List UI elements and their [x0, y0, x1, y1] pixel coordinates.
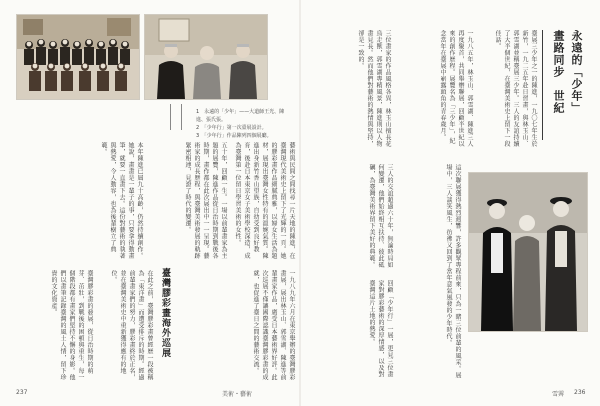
left-page-number: 237: [16, 389, 28, 396]
elders-seated-image: [145, 15, 267, 99]
article-title-line2: 畫路同步 世紀: [552, 30, 565, 114]
left-body-column-3: 本年陳進已屆九十高齡，仍然持續創作。她說，畫畫是一輩子的事，只要拿得動畫筆，就要一直畫下去。這份對藝術的執著與熱愛，令人動容，也為後輩樹立了典範。: [100, 142, 143, 259]
title-accent-bar: [542, 30, 543, 140]
right-body-column-4: 三人的交誼超過六十年，無論時局如何變遷，他們始終相互扶持、彼此砥礪，為臺灣美術界留下美好的典範。: [368, 164, 393, 268]
caption-ornament: [170, 104, 182, 130]
intro-paragraph: 臺展三少年之一的陳進，一九〇七年生於新竹，一九二五年赴日習畫，與林玉山、郭雪湖並稱臺展三少年。三人的友誼持續了大半個世紀，在臺灣美術史上留下一段佳話。: [494, 30, 537, 147]
left-body-column-1: 藝術與民間之間找尋一片天地的陳進，在臺灣現代美術史上留下了光輝的一頁。她的膠彩畫作品細膩典雅，以婦女生活為題材，展現出臺灣女性特有的溫婉氣質。陳進出身新竹香山望族，自幼受到良好教育，後赴日本東京女子美術學校深造，成為臺灣第一位留日學習美術的女性。: [234, 142, 295, 259]
left-body-column-4: 一九八九年六月在東京舉辦的臺灣膠彩畫展，展出林玉山、郭雪湖、陳進等前輩畫家作品，廣受日本藝術界好評。此次巡展不僅讓國際認識臺灣膠彩畫的成就，也促進了臺日之間的藝術交流。: [252, 270, 295, 381]
left-body-column-6: 臺灣膠彩畫的發展，從日治時期的萌芽、茁壯，到戰後的困頓與重生，每一個階段都有畫家們堅持不懈的身影。他們以畫筆記錄臺灣的風土人情，留下珍貴的文化資產。: [50, 270, 93, 381]
photo-captions: [196, 108, 292, 140]
elders-standing-photo: [468, 172, 588, 332]
left-footer-section: 美術・藝術: [222, 391, 253, 398]
right-body-column-1: 一九八五年，林玉山、郭雪湖、陳進三人再度聚首，共同舉辦聯展，回顧半世紀以來的創作歷程。展覽名為「三少年」，紀念當年在臺展中嶄露頭角的青春歲月。: [439, 30, 473, 147]
group-photo-image: [17, 15, 139, 99]
right-footer-label: 雪霽: [552, 391, 565, 398]
left-body-column-5: 在此之前，臺灣膠彩畫曾經歷一段被稱為「東洋畫」而遭受排斥的時期。經過前輩畫家們的努力，膠彩畫終於正名，並在臺灣美術史中重新獲得應有的地位。: [110, 270, 153, 381]
right-body-column-2: 三位畫家的作品風格各異，林玉山擅長花鳥走獸，郭雪湖專精風景，陳進則以人物畫見長。然而他們對藝術的熱情與堅持，卻是一致的。: [357, 30, 391, 147]
right-body-column-3: 這次聯展獲得熱烈迴響，許多觀眾專程前來，只為一睹三位前輩的風采。展場中，三人談笑風生，彷彿又回到了當年意氣風發的少年時代。: [445, 164, 461, 379]
right-body-column-5: 回顧「少年行」一展，更見三位畫家對膠彩藝術的深厚情感，以及對臺灣這片土地的熱愛。: [368, 280, 393, 378]
section-heading: 臺灣膠彩畫海外巡展: [160, 268, 170, 358]
article-title-line1: 永遠的「少年」: [570, 30, 583, 114]
page-gutter: [299, 0, 301, 406]
elders-standing-image: [469, 173, 587, 331]
group-photo: [16, 14, 140, 100]
photo-caption-3: 3 「少年行」作品陳列四個展廳。: [196, 133, 272, 139]
left-body-column-2: 五十年，回顧一生。一場以前輩畫家為主題的展覽，陳進作品從日治時期到戰後各時期，畫作都在此次展出中一一呈現。藝術家的成長歷程，與臺灣美術發展的軌跡緊密相連，見證了時代的變遷。: [184, 142, 227, 259]
right-page-number: 236: [574, 389, 586, 396]
elders-seated-photo: [144, 14, 268, 100]
photo-caption-2: 2 「少年行」第一次臺展設計。: [196, 125, 267, 131]
photo-caption-1: 1 永遠的「少年」——大道師王光、陳進、張氏張。: [196, 109, 285, 123]
